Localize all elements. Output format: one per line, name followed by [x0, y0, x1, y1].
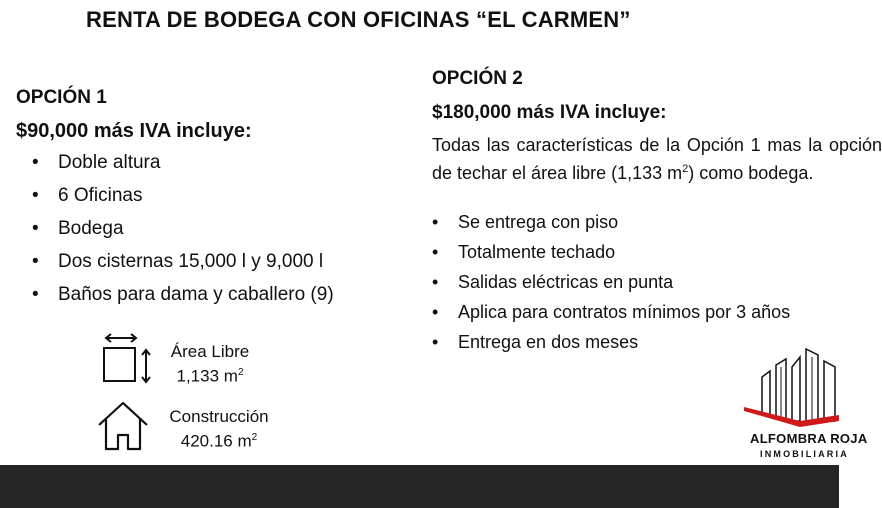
house-icon [97, 400, 149, 452]
list-item: • Aplica para contratos mínimos por 3 años [458, 300, 790, 330]
unit-superscript: 2 [251, 432, 258, 443]
area-label: Área Libre [170, 342, 250, 361]
bottom-bar [0, 465, 839, 508]
construction-value: 420.16 m [180, 431, 252, 451]
option1-features-list [58, 151, 334, 316]
list-item: • Entrega en dos meses [458, 330, 790, 360]
page-title: RENTA DE BODEGA CON OFICINAS “EL CARMEN” [86, 7, 631, 32]
unit-superscript: 2 [682, 163, 689, 175]
construction-value-line [160, 427, 278, 452]
list-item: • Totalmente techado [458, 240, 790, 270]
option2-description [432, 133, 882, 185]
brand-name: ALFOMBRA ROJA [750, 431, 868, 446]
brand-subtitle: INMOBILIARIA [760, 449, 849, 459]
list-item: • Se entrega con piso [458, 210, 790, 240]
unit-superscript: 2 [237, 367, 244, 378]
construction-label: Construcción [169, 407, 269, 426]
brand-logo [740, 345, 868, 465]
option2-heading: OPCIÓN 2 [432, 68, 523, 89]
option2-description-text-end: ) como bodega. [688, 163, 814, 183]
city-buildings-logo [740, 345, 839, 429]
option2-features-list [458, 210, 790, 360]
list-item: • Doble altura [58, 151, 334, 184]
option1-price: $90,000 más IVA incluye: [16, 120, 252, 142]
area-dimension-icon [100, 331, 156, 387]
option1-heading: OPCIÓN 1 [16, 87, 107, 108]
option2-description-text: Todas las características de la Opción 1 mas la opción de techar el área libre (1,133 m [432, 135, 882, 183]
list-item: • Baños para dama y caballero (9) [58, 283, 334, 316]
list-item: • Bodega [58, 217, 334, 250]
area-value-line [165, 362, 255, 387]
option2-price: $180,000 más IVA incluye: [432, 102, 667, 123]
area-stat [165, 341, 255, 387]
list-item: • 6 Oficinas [58, 184, 334, 217]
construction-stat [160, 406, 278, 452]
list-item: • Salidas eléctricas en punta [458, 270, 790, 300]
area-value: 1,133 m [176, 366, 238, 386]
list-item: • Dos cisternas 15,000 l y 9,000 l [58, 250, 334, 283]
